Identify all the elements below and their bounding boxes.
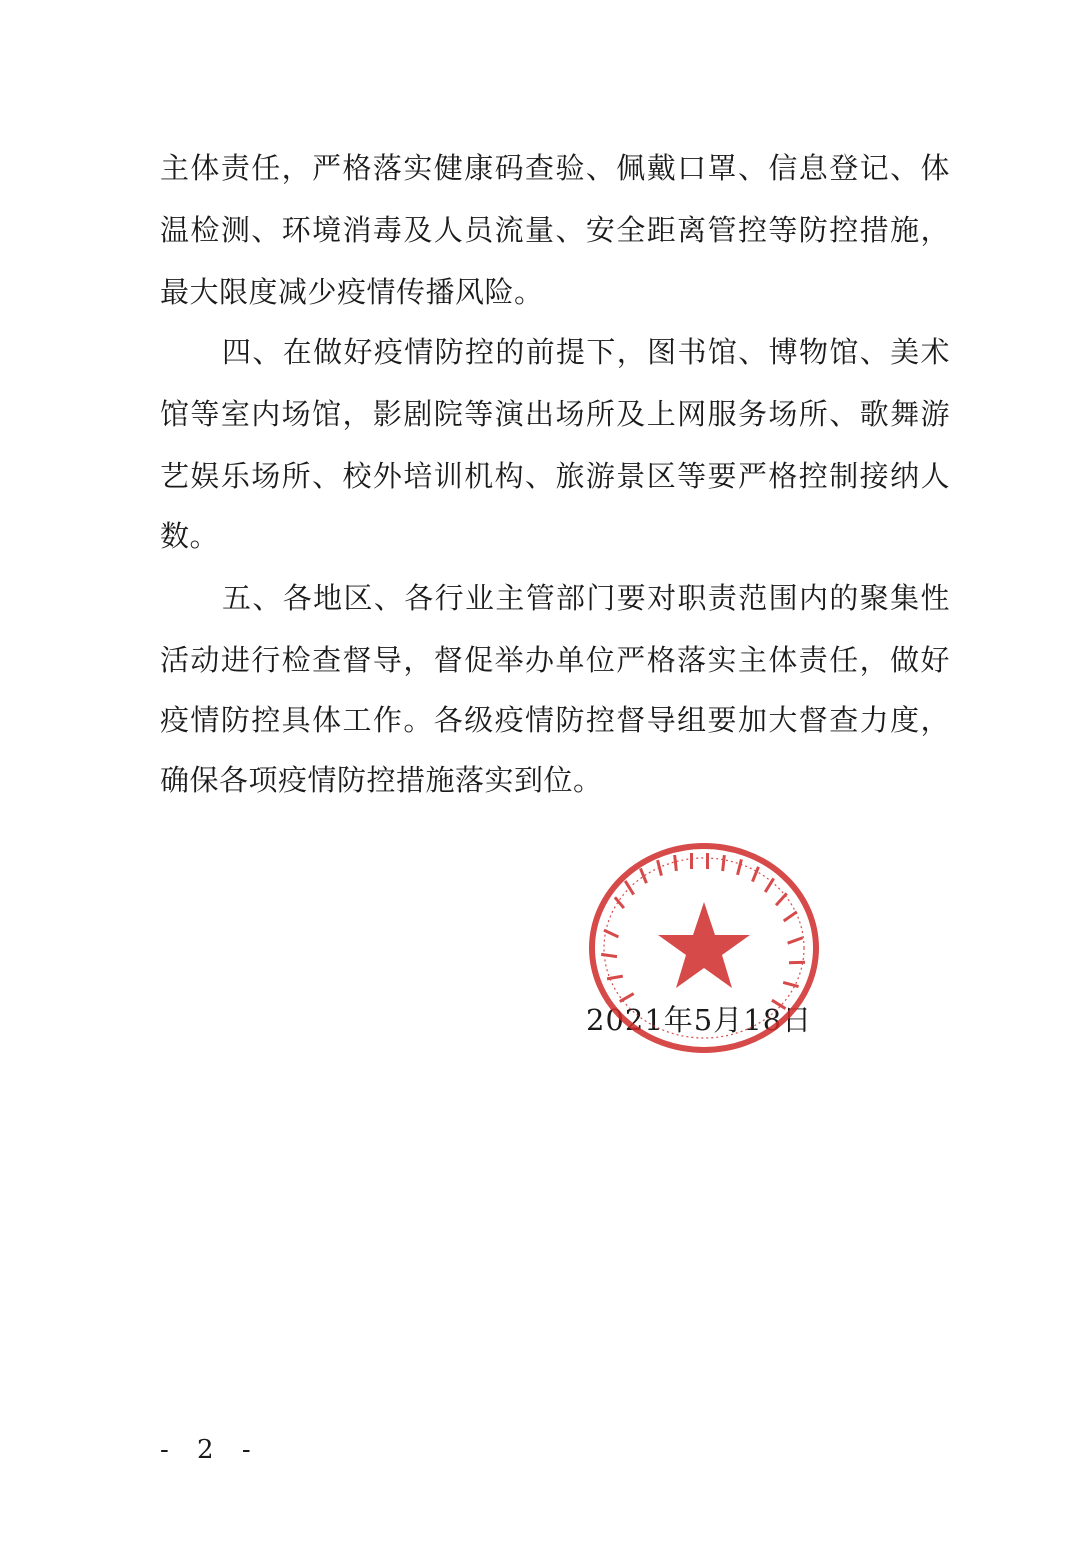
paragraph-line: 主体责任，严格落实健康码查验、佩戴口罩、信息登记、体 xyxy=(160,151,950,185)
paragraph-line: 最大限度减少疫情传播风险。 xyxy=(160,275,544,309)
paragraph-line: 活动进行检查督导，督促举办单位严格落实主体责任，做好 xyxy=(160,643,950,677)
paragraph-line: 疫情防控具体工作。各级疫情防控督导组要加大督查力度， xyxy=(160,703,950,737)
paragraph-line: 确保各项疫情防控措施落实到位。 xyxy=(160,763,603,797)
official-seal-icon xyxy=(584,836,824,1054)
document-date: 2021年5月18日 xyxy=(586,1003,813,1037)
paragraph-line: 馆等室内场馆，影剧院等演出场所及上网服务场所、歌舞游 xyxy=(160,397,950,431)
paragraph-line: 艺娱乐场所、校外培训机构、旅游景区等要严格控制接纳人 xyxy=(160,459,950,493)
paragraph-line: 温检测、环境消毒及人员流量、安全距离管控等防控措施， xyxy=(160,213,950,247)
paragraph-line: 数。 xyxy=(160,519,220,553)
paragraph-line: 五、各地区、各行业主管部门要对职责范围内的聚集性 xyxy=(222,581,950,615)
page-number: - 2 - xyxy=(160,1435,261,1465)
paragraph-line: 四、在做好疫情防控的前提下，图书馆、博物馆、美术 xyxy=(222,335,950,369)
